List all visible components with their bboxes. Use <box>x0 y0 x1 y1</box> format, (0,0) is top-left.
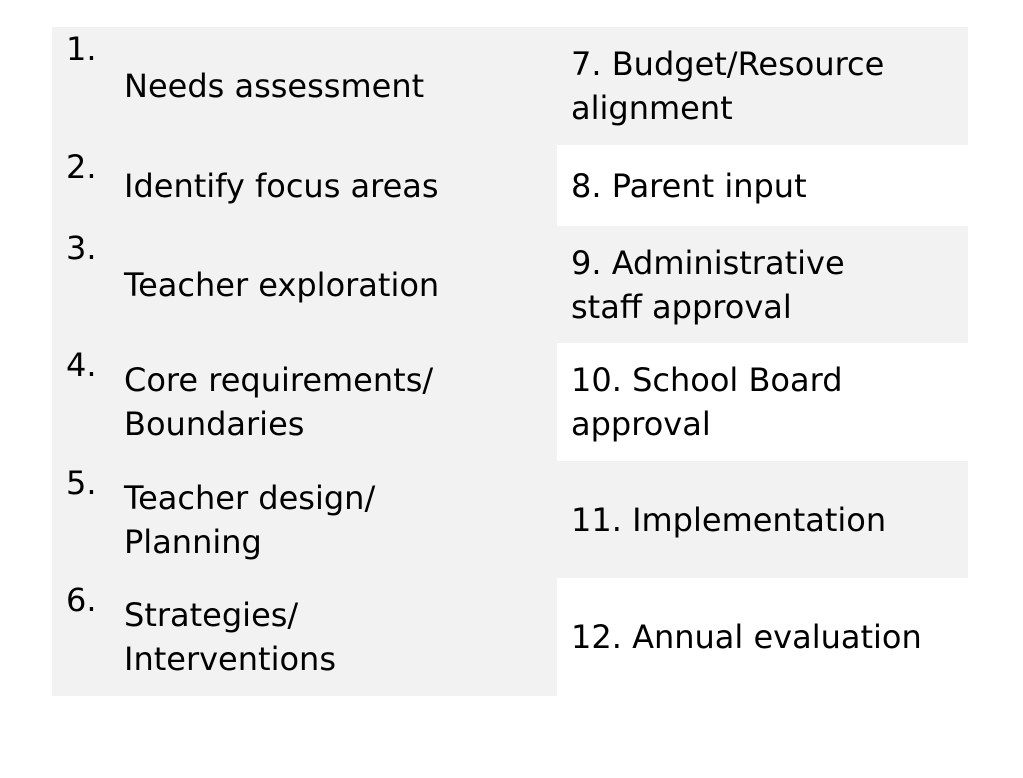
step-number: 1. <box>66 30 97 68</box>
step-text: 7. Budget/Resource alignment <box>571 45 885 127</box>
right-cell <box>557 343 968 461</box>
table-row <box>52 226 968 343</box>
table-row <box>52 27 968 145</box>
left-cell <box>52 145 557 226</box>
right-cell <box>557 578 968 696</box>
step-text: Teacher exploration <box>124 265 440 304</box>
step-text: 10. School Board approval <box>571 361 843 443</box>
step-text: Strategies/ Interventions <box>124 596 336 678</box>
left-cell <box>52 343 557 461</box>
step-number: 6. <box>66 581 97 619</box>
step-text: Needs assessment <box>124 67 425 105</box>
step-text: Identify focus areas <box>124 166 439 205</box>
step-number: 3. <box>66 229 97 267</box>
left-cell <box>52 578 557 696</box>
step-number: 5. <box>66 464 97 502</box>
table-row <box>52 145 968 226</box>
right-cell <box>557 145 968 226</box>
step-text: 8. Parent input <box>571 166 807 205</box>
left-cell <box>52 226 557 343</box>
step-number: 4. <box>66 346 97 384</box>
step-text: 12. Annual evaluation <box>571 618 922 656</box>
right-cell <box>557 461 968 578</box>
table-row <box>52 578 968 696</box>
step-text: Core requirements/ Boundaries <box>124 361 434 443</box>
step-text: 9. Administrative staff approval <box>571 243 845 326</box>
right-cell <box>557 27 968 145</box>
left-cell <box>52 461 557 578</box>
left-cell <box>52 27 557 145</box>
table-row <box>52 343 968 461</box>
step-text: Teacher design/ Planning <box>124 478 376 561</box>
table-row <box>52 461 968 578</box>
right-cell <box>557 226 968 343</box>
step-text: 11. Implementation <box>571 500 887 539</box>
step-number: 2. <box>66 148 97 186</box>
steps-table <box>52 27 968 696</box>
